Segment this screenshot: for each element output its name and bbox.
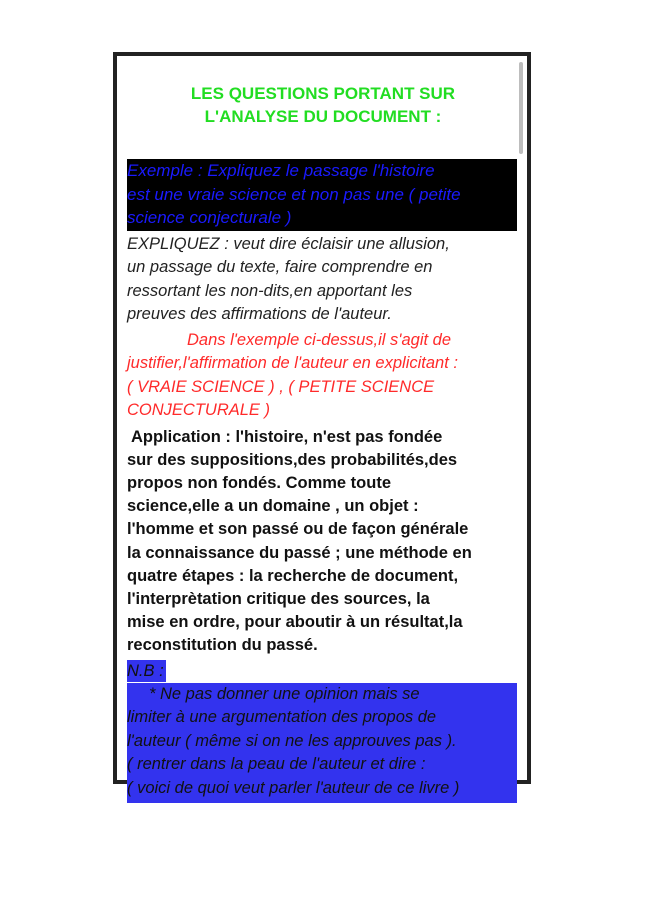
application-line: l'homme et son passé ou de façon générale <box>127 520 469 539</box>
nb-line: l'auteur ( même si on ne les approuves pas ). <box>127 731 457 750</box>
scrollbar[interactable] <box>519 62 523 154</box>
note-line: CONJECTURALE ) <box>127 401 271 419</box>
application-line: propos non fondés. Comme toute <box>127 473 391 492</box>
application-line: l'interprètation critique des sources, la <box>127 589 430 608</box>
nb-line-text: * Ne pas donner une opinion mais se <box>149 684 420 703</box>
explanation-line: preuves des affirmations de l'auteur. <box>127 305 392 323</box>
nb-line: limiter à une argumentation des propos de <box>127 708 437 727</box>
document-screen[interactable] <box>125 56 521 797</box>
explanation-line: EXPLIQUEZ : veut dire éclaisir une allusion, <box>127 234 450 253</box>
page-title-line-2: L'ANALYSE DU DOCUMENT : <box>204 107 442 126</box>
note-line: ( VRAIE SCIENCE ) , ( PETITE SCIENCE <box>127 377 435 396</box>
application-line: quatre étapes : la recherche de document, <box>127 566 459 585</box>
application-line: Application : l'histoire, n'est pas fondée <box>127 427 443 446</box>
example-block <box>127 159 517 231</box>
page-title <box>125 82 521 128</box>
note-line: justifier,l'affirmation de l'auteur en explicitant : <box>127 354 458 372</box>
explanation-line: un passage du texte, faire comprendre en <box>127 258 433 276</box>
note-line <box>127 329 521 353</box>
example-line: Exemple : Expliquez le passage l'histoire <box>127 161 435 180</box>
explanation-paragraph <box>127 233 519 327</box>
example-note-paragraph <box>127 329 521 423</box>
nb-line: ( rentrer dans la peau de l'auteur et dire : <box>127 755 426 774</box>
application-paragraph <box>127 426 521 658</box>
explanation-line: ressortant les non-dits,en apportant les <box>127 281 413 300</box>
application-line: mise en ordre, pour aboutir à un résultat,la <box>127 613 463 632</box>
application-line: reconstitution du passé. <box>127 636 318 655</box>
application-line: la connaissance du passé ; une méthode en <box>127 543 472 562</box>
nb-line: ( voici de quoi veut parler l'auteur de ce livre ) <box>127 778 460 797</box>
example-line: science conjecturale ) <box>127 208 292 227</box>
phone-frame <box>113 52 531 797</box>
application-line: sur des suppositions,des probabilités,des <box>127 450 458 469</box>
nb-block <box>127 683 517 803</box>
nb-line <box>127 683 517 707</box>
example-line: est une vraie science et non pas une ( petite <box>127 184 461 204</box>
page-title-line-1: LES QUESTIONS PORTANT SUR <box>190 84 456 103</box>
application-line: science,elle a un domaine , un objet : <box>127 497 419 516</box>
note-line-text: Dans l'exemple ci-dessus,il s'agit de <box>187 330 451 349</box>
nb-label: N.B : <box>127 661 164 680</box>
